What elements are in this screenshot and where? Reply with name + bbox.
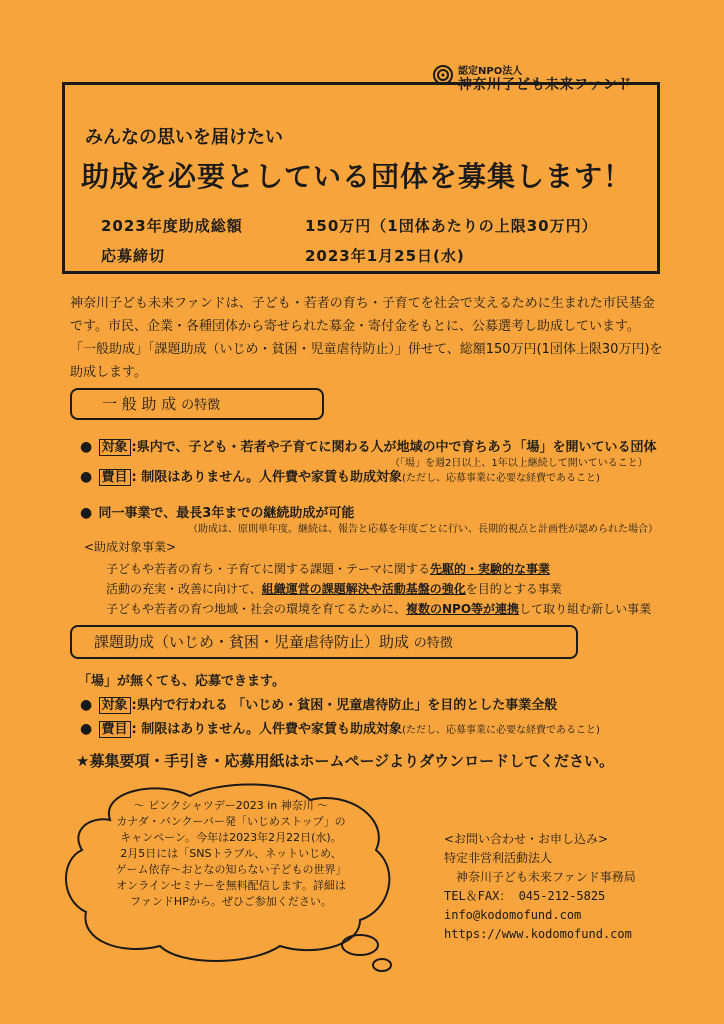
contact-heading: <お問い合わせ・お申し込み> [444, 832, 609, 846]
contact-email[interactable]: info@kodomofund.com [444, 908, 582, 922]
general-target-text: :県内で、子ども・若者や子育てに関わる人が地域の中で育ちあう「場」を開いている団体 [131, 440, 657, 455]
contact-phone: TEL＆FAX： 045-212-5825 [444, 889, 606, 903]
project1-text: 子どもや若者の育ち・子育てに関する課題・テーマに関する [106, 562, 431, 576]
intro-line: 助成します。 [70, 365, 147, 380]
general-title: 一 般 助 成 [102, 395, 177, 413]
headline: 助成を必要としている団体を募集します！ [81, 160, 633, 193]
project3-text: 子どもや若者の育つ地域・社会の環境を育てるために、 [106, 602, 407, 616]
cloud-line: キャンペーン。今年は2023年2月22日(水)。 [120, 831, 342, 844]
contact-org-name: 神奈川子ども未来ファンド事務局 [456, 870, 636, 884]
projects-heading: <助成対象事業> [84, 540, 177, 554]
general-title-suffix: の特徴 [181, 398, 221, 413]
cloud-line: ～ ピンクシャツデー2023 in 神奈川 ～ [133, 799, 329, 812]
cloud-line: ゲーム依存～おとなの知らない子どもの世界」 [115, 863, 347, 876]
general-target-note: （「場」を週2日以上、1年以上継続して開いていること） [390, 458, 648, 469]
total-label: 2023年度助成総額 [101, 217, 243, 235]
target-tag: 対象 [99, 439, 131, 456]
cost-tag: 費目 [99, 721, 131, 738]
deadline-label: 応募締切 [101, 247, 166, 265]
cloud-line: ファンドHPから。ぜひご参加ください。 [130, 895, 332, 908]
contact-website[interactable]: https://www.kodomofund.com [444, 927, 632, 941]
issue-cost-bullet: ● 費目 : 制限はありません。人件費や家賃も助成対象(ただし、応募事業に必要な経費であること) [80, 721, 600, 737]
project3-suffix: して取り組む新しい事業 [519, 602, 652, 616]
intro-line: 「一般助成」「課題助成（いじめ・貧困・児童虐待防止）」併せて、総額150万円(1団体上限30万円)を [70, 342, 663, 357]
logo-subtitle: 認定NPO法人 [458, 66, 523, 77]
issue-lead: 「場」が無くても、応募できます。 [78, 674, 285, 689]
issue-section-title [70, 625, 578, 659]
header-box [62, 82, 660, 274]
issue-cost-text: : 制限はありません。人件費や家賃も助成対象 [131, 722, 403, 737]
total-value: 150万円（1団体あたりの上限30万円） [305, 217, 598, 235]
deadline-value: 2023年1月25日(水) [305, 247, 465, 265]
cloud-line: オンラインセミナーを無料配信します。詳細は [116, 879, 346, 892]
intro-paragraph [70, 292, 680, 384]
issue-target-bullet: ● 対象 :県内で行われる 「いじめ・貧困・児童虐待防止」を目的とした事業全般 [80, 697, 558, 713]
project-line-1 [106, 560, 550, 577]
project3-emphasis: 複数のNPO等が連携 [406, 602, 520, 616]
project-line-3 [106, 600, 651, 617]
project2-emphasis: 組織運営の課題解決や活動基盤の強化 [261, 582, 466, 596]
general-cost-text: : 制限はありません。人件費や家賃も助成対象 [131, 470, 403, 485]
general-multi-bullet: ● 同一事業で、最長3年までの継続助成が可能 [80, 505, 355, 521]
project-line-2 [106, 580, 562, 597]
general-multi-note: （助成は、原則単年度。継続は、報告と応募を年度ごとに行い、長期的視点と計画性が認められた場合） [188, 524, 658, 535]
cloud-line: 2月5日には「SNSトラブル、ネットいじめ、 [120, 847, 342, 860]
general-cost-bullet: ● 費目 : 制限はありません。人件費や家賃も助成対象(ただし、応募事業に必要な経費であること) [80, 469, 600, 485]
project2-suffix: を目的とする事業 [465, 582, 562, 596]
general-multi-text: 同一事業で、最長3年までの継続助成が可能 [98, 506, 355, 521]
pink-shirt-day-text [86, 798, 376, 910]
project1-emphasis: 先駆的・実験的な事業 [430, 562, 551, 576]
contact-block [444, 830, 636, 944]
download-notice: ★募集要項・手引き・応募用紙はホームページよりダウンロードしてください。 [76, 752, 615, 770]
lead-text: みんなの思いを届けたい [85, 127, 283, 148]
intro-line: です。市民、企業・各種団体から寄せられた募金・寄付金をもとに、公募選考し助成しています。 [70, 319, 640, 334]
cost-tag: 費目 [99, 469, 131, 486]
issue-target-text: :県内で行われる 「いじめ・貧困・児童虐待防止」を目的とした事業全般 [131, 698, 558, 713]
cloud-line: カナダ・バンクーバー発「いじめストップ」の [116, 815, 346, 828]
contact-org-type: 特定非営利活動法人 [444, 851, 553, 865]
project2-text: 活動の充実・改善に向けて、 [106, 582, 262, 596]
intro-line: 神奈川子ども未来ファンドは、子ども・若者の育ち・子育てを社会で支えるために生まれた市民基金 [70, 296, 655, 311]
general-cost-note: (ただし、応募事業に必要な経費であること) [402, 473, 600, 484]
issue-title-suffix: の特徴 [413, 636, 453, 651]
general-target-bullet: ● 対象 :県内で、子ども・若者や子育てに関わる人が地域の中で育ちあう「場」を開いている団体 [80, 439, 657, 455]
general-section-title [70, 388, 324, 420]
target-tag: 対象 [99, 697, 131, 714]
issue-title: 課題助成（いじめ・貧困・児童虐待防止）助成 [94, 633, 410, 651]
issue-cost-note: (ただし、応募事業に必要な経費であること) [402, 725, 600, 736]
logo-title: 神奈川子ども未来ファンド [458, 77, 632, 93]
